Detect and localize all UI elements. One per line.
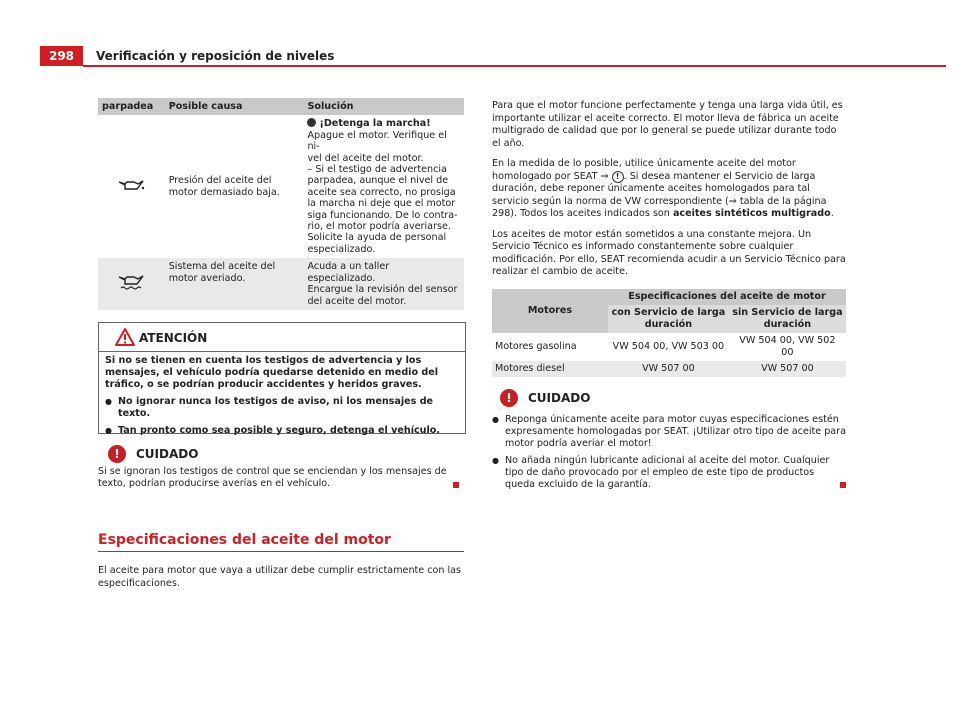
paragraph: En la medida de lo posible, utilice únicamente aceite del motor homologado por SEAT ⇒ ! . Si desea mantener el Servicio de larga duración, debe reponer únicamente aceites homologados para tal servicio según la norma de VW correspondiente (⇒ tabla de la página 298). Todos los aceites indicados son aceites sintéticos multigrado. — [492, 158, 834, 219]
paragraph: Para que el motor funcione perfectamente y tenga una larga vida útil, es importante utilizar el aceite correcto. El motor lleva de fábrica un aceite multigrado de calidad que por lo general se puede utilizar durante todo el año. — [492, 100, 843, 149]
caution-title: CUIDADO — [136, 447, 199, 461]
exclamation-circle-icon: ! — [612, 171, 624, 183]
end-mark — [840, 482, 846, 488]
solution-line: especializado. — [307, 243, 376, 255]
page-number: 298 — [40, 46, 83, 66]
oil-spec-table — [492, 289, 846, 377]
caution-bullet: ● No añada ningún lubricante adicional al aceite del motor. Cualquier tipo de daño provocado por el empleo de este tipo de productos queda excluido de la garantía. — [492, 455, 846, 491]
caution-bullet: ● Reponga únicamente aceite para motor cuyas especificaciones estén expresamente homologadas por SEAT. ¡Utilizar otro tipo de aceite para motor podría averiar el motor! — [492, 414, 846, 450]
solution-line: parpadea, aunque el nivel de — [307, 175, 449, 187]
solution-line: Apague el motor. Verifique el ni- — [307, 129, 447, 153]
warning-lamp-table — [98, 98, 464, 310]
exclamation-circle-icon: ! — [500, 389, 518, 407]
section-intro: El aceite para motor que vaya a utilizar debe cumplir estrictamente con las especificaciones. — [98, 565, 462, 589]
solution-line: aceite sea correcto, no prosiga — [307, 186, 456, 198]
solution-line: vel del aceite del motor. — [307, 152, 424, 164]
table-row — [492, 333, 846, 361]
icon-cell — [98, 258, 165, 310]
warning-header — [99, 323, 465, 352]
section-rule — [98, 551, 464, 552]
solution-heading: ¡Detenga la marcha! — [319, 118, 431, 130]
cause-cell: Presión del aceite del motor demasiado baja. — [165, 115, 304, 258]
icon-cell — [98, 115, 165, 258]
section-title: Especificaciones del aceite del motor — [98, 532, 391, 548]
warning-bullet: ● Tan pronto como sea posible y seguro, detenga el vehículo. — [105, 425, 459, 437]
warning-triangle-icon — [115, 328, 135, 350]
warning-text: Si no se tienen en cuenta los testigos de advertencia y los mensajes, el vehículo podría quedarse detenido en medio del tráfico, o se podrían producir accidentes y heridos graves. — [105, 355, 439, 390]
solution-line: la marcha ni deje que el motor — [307, 198, 456, 210]
exclamation-circle-icon: ! — [108, 445, 126, 463]
column-header: Motores — [492, 289, 608, 333]
solution-line: – Si el testigo de advertencia — [307, 164, 447, 176]
column-header: Solución — [303, 98, 464, 115]
table-header-row — [98, 98, 464, 115]
table-row — [98, 115, 464, 258]
page-header-title: Verificación y reposición de niveles — [96, 49, 335, 63]
spec-cell: VW 507 00 — [729, 361, 846, 377]
table-row — [492, 361, 846, 377]
oil-can-sensor-icon — [117, 282, 145, 293]
spec-cell: VW 504 00, VW 503 00 — [608, 333, 729, 361]
solution-cell — [303, 258, 464, 310]
warning-title: ATENCIÓN — [139, 331, 208, 345]
oil-can-pressure-icon — [117, 184, 145, 195]
solution-line: siga funcionando. De lo contra- — [307, 209, 458, 221]
caution-note-left — [98, 444, 458, 490]
column-header: parpadea — [98, 98, 165, 115]
solution-line: Encargue la revisión del sensor — [307, 284, 458, 296]
warning-body — [99, 352, 465, 445]
solution-line: Solicite la ayuda de personal — [307, 232, 447, 244]
solution-cell — [303, 115, 464, 258]
stop-icon — [307, 118, 316, 127]
cause-cell: Sistema del aceite del motor averiado. — [165, 258, 304, 310]
spec-cell: VW 504 00, VW 502 00 — [729, 333, 846, 361]
solution-line: Acuda a un taller especializado. — [307, 261, 390, 284]
header-rule — [83, 65, 946, 67]
motor-cell: Motores gasolina — [492, 333, 608, 361]
solution-line: rio, el motor podría averiarse. — [307, 221, 451, 233]
table-row — [98, 258, 464, 310]
spec-cell: VW 507 00 — [608, 361, 729, 377]
caution-title: CUIDADO — [528, 391, 591, 405]
solution-line: del aceite del motor. — [307, 295, 407, 307]
paragraph: Los aceites de motor están sometidos a una constante mejora. Un Servicio Técnico es informado constantemente sobre cualquier modificación. Por ello, SEAT recomienda acudir a un Servicio Técnico para realizar el cambio de aceite. — [492, 228, 846, 277]
column-header: sin Servicio de larga duración — [729, 305, 846, 333]
warning-bullet: ● No ignorar nunca los testigos de aviso, ni los mensajes de texto. — [105, 396, 459, 420]
end-mark — [453, 482, 459, 488]
caution-text: Si se ignoran los testigos de control que se enciendan y los mensajes de texto, podrían producirse averías en el vehículo. — [98, 466, 447, 489]
caution-note-right — [492, 388, 846, 496]
warning-box — [98, 322, 466, 434]
right-paragraphs — [492, 100, 846, 287]
column-header: con Servicio de larga duración — [608, 305, 729, 333]
motor-cell: Motores diesel — [492, 361, 608, 377]
column-header: Especificaciones del aceite de motor — [608, 289, 846, 305]
column-header: Posible causa — [165, 98, 304, 115]
